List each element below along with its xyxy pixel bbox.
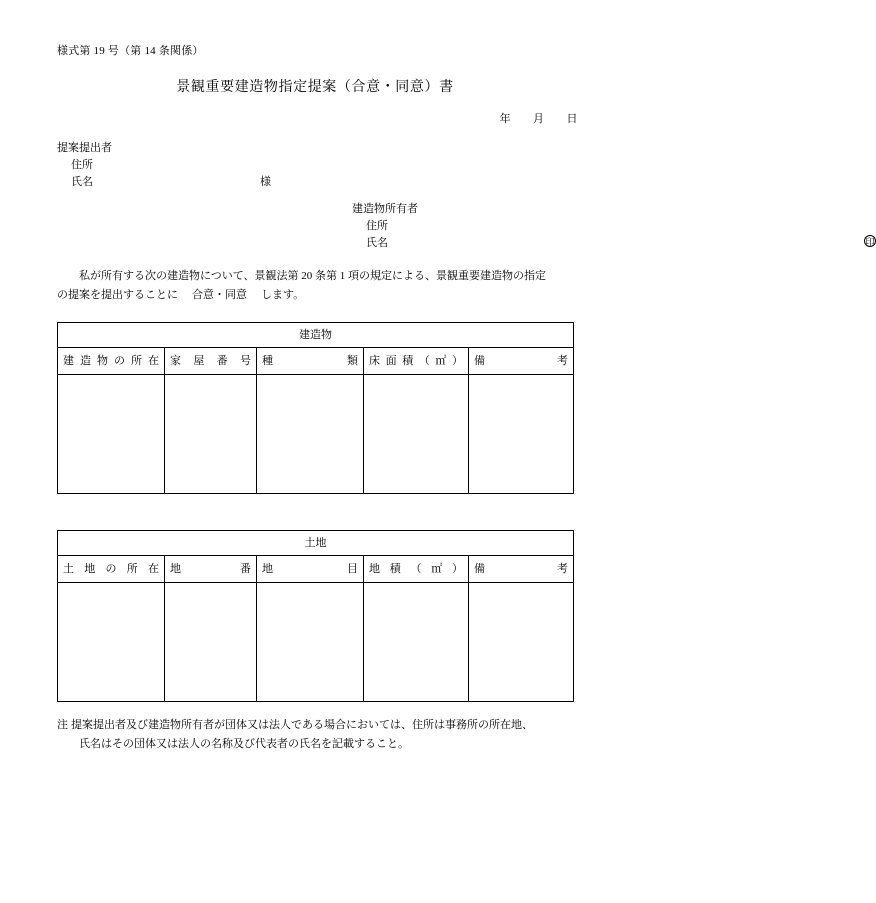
land-header-area: 地積（㎡） (364, 556, 469, 583)
footnote-line-2: 氏名はその団体又は法人の名称及び代表者の氏名を記載すること。 (79, 737, 409, 750)
table-caption-row (58, 531, 574, 556)
land-cell-area[interactable] (364, 583, 469, 702)
date-month-label: 月 (533, 113, 545, 125)
owner-name-row (352, 235, 875, 252)
footnote (57, 716, 577, 753)
date-year-label: 年 (499, 113, 511, 125)
proposer-name-label: 氏名 (71, 176, 93, 189)
building-cell-type[interactable] (257, 375, 364, 494)
building-header-type: 種類 (257, 348, 364, 375)
land-header-lot-number: 地番 (165, 556, 257, 583)
proposer-name-row (57, 174, 271, 191)
land-header-location: 土地の所在 (58, 556, 165, 583)
date-day-label: 日 (566, 113, 578, 125)
date-line (500, 110, 579, 126)
land-header-category: 地目 (257, 556, 364, 583)
body-consent-phrase: 合意・同意 (192, 289, 247, 302)
proposer-block (57, 140, 271, 191)
building-header-remarks: 備考 (469, 348, 574, 375)
body-line-1: 私が所有する次の建造物について、景観法第 20 条第 1 項の規定による、景観重要建造物の指定 (79, 270, 547, 282)
table-header-row (58, 348, 574, 375)
building-cell-remarks[interactable] (469, 375, 574, 494)
table-row (58, 375, 574, 494)
table-caption-row (58, 323, 574, 348)
building-header-location: 建造物の所在 (58, 348, 165, 375)
footnote-line-1: 提案提出者及び建造物所有者が団体又は法人である場合においては、住所は事務所の所在地、 (71, 719, 533, 731)
building-table-caption: 建造物 (58, 323, 574, 348)
land-header-remarks: 備考 (469, 556, 574, 583)
land-cell-remarks[interactable] (469, 583, 574, 702)
owner-address-label: 住所 (366, 220, 388, 233)
land-cell-location[interactable] (58, 583, 165, 702)
body-line-2-tail: します。 (261, 289, 305, 302)
building-header-floor-area: 床面積（㎡） (364, 348, 469, 375)
owner-block (352, 201, 875, 252)
table-row (58, 583, 574, 702)
land-cell-category[interactable] (257, 583, 364, 702)
building-header-house-number: 家屋番号 (165, 348, 257, 375)
building-cell-house-number[interactable] (165, 375, 257, 494)
owner-heading: 建造物所有者 (352, 203, 418, 215)
footnote-label: 注 (57, 719, 68, 731)
building-table (57, 322, 574, 494)
proposer-heading: 提案提出者 (57, 142, 112, 154)
owner-name-label: 氏名 (366, 237, 388, 250)
body-paragraph (57, 267, 573, 306)
body-line-2: の提案を提出することに (57, 289, 178, 302)
land-cell-lot-number[interactable] (165, 583, 257, 702)
land-table-caption: 土地 (58, 531, 574, 556)
land-table (57, 530, 574, 702)
page-title: 景観重要建造物指定提案（合意・同意）書 (176, 80, 454, 95)
table-header-row (58, 556, 574, 583)
proposer-address-label: 住所 (71, 159, 93, 172)
building-cell-location[interactable] (58, 375, 165, 494)
proposer-honorific: 様 (260, 176, 271, 189)
building-cell-floor-area[interactable] (364, 375, 469, 494)
form-number: 様式第 19 号（第 14 条関係） (57, 45, 204, 57)
seal-icon: 印 (865, 237, 875, 248)
